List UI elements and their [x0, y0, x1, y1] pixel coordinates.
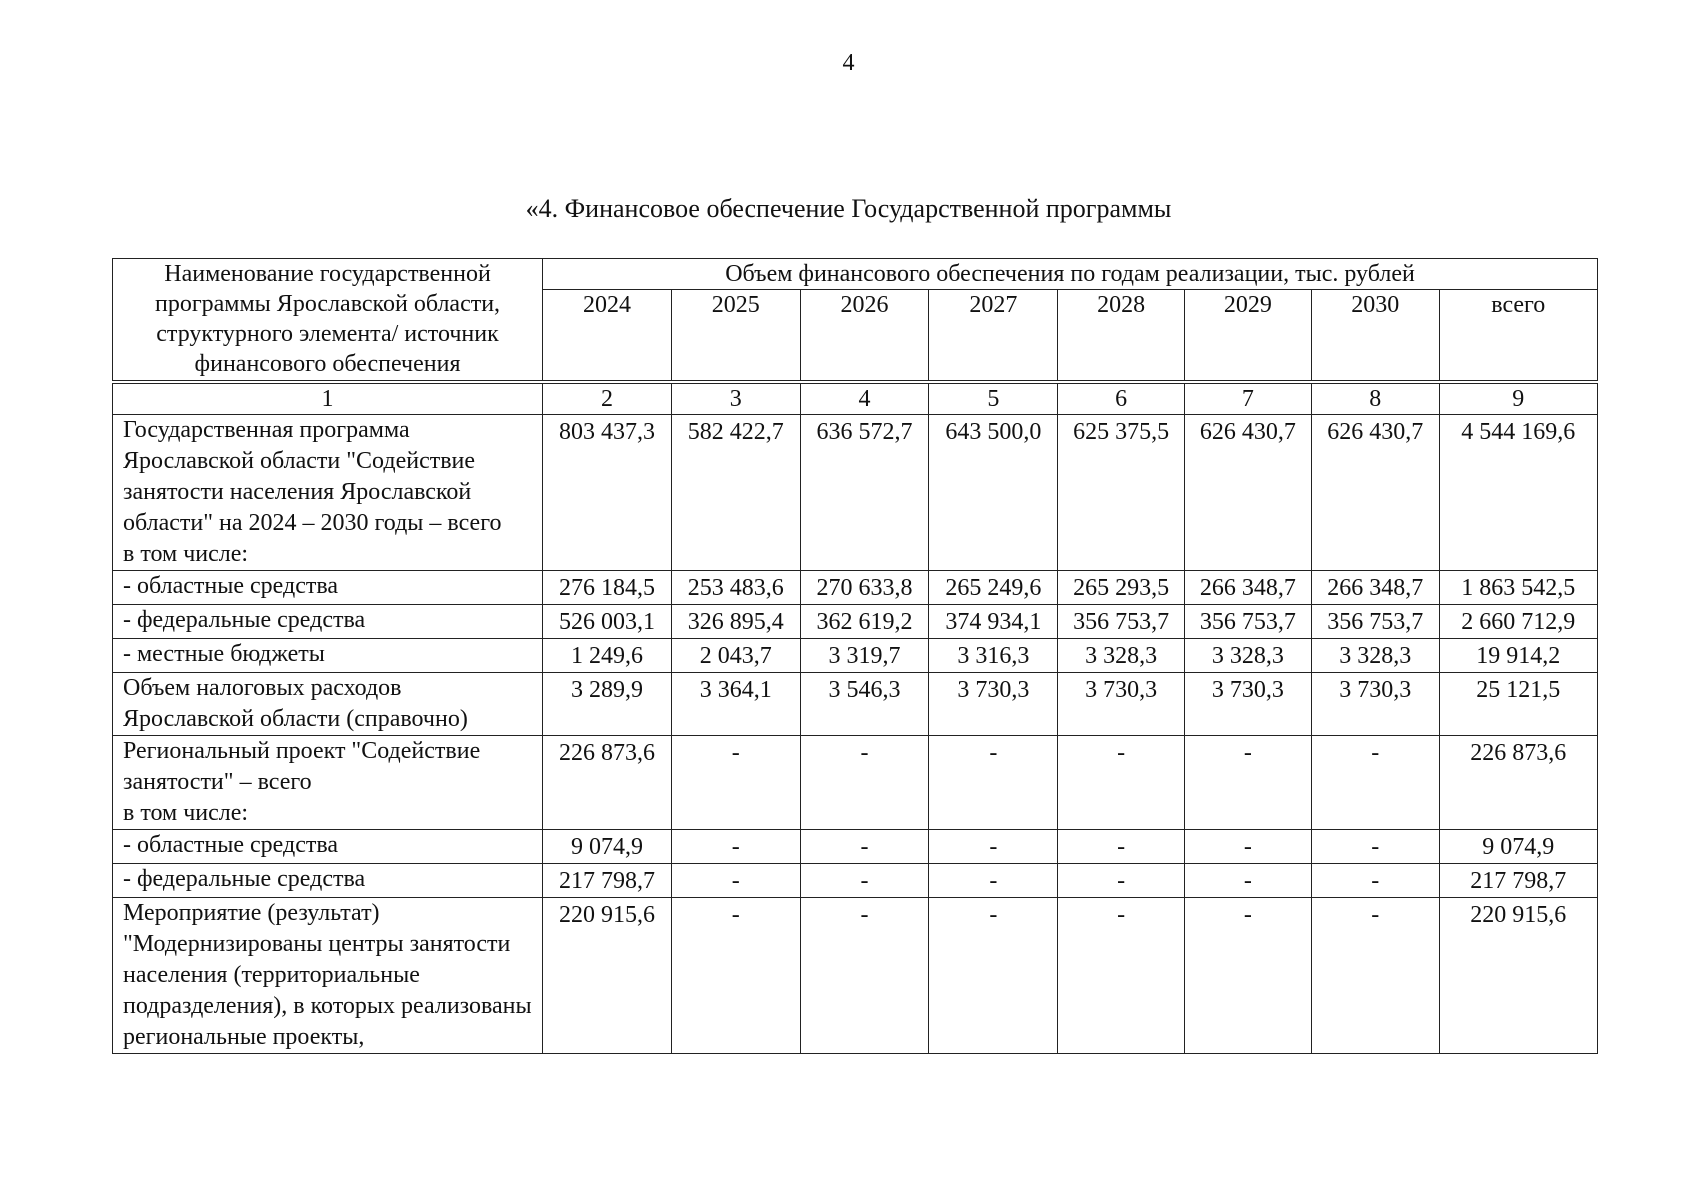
value-cell: 3 328,3 [1311, 639, 1439, 673]
value-cell: 9 074,9 [543, 830, 672, 864]
row-name-cell: Объем налоговых расходов Ярославской области (справочно) [113, 673, 543, 736]
value-cell: 1 249,6 [543, 639, 672, 673]
value-cell: 1 863 542,5 [1439, 571, 1597, 605]
value-cell: - [671, 736, 800, 830]
volume-column-header: Объем финансового обеспечения по годам реализации, тыс. рублей [543, 259, 1598, 290]
table-row [113, 864, 1598, 898]
value-cell: 626 430,7 [1185, 415, 1312, 571]
table-row [113, 605, 1598, 639]
value-cell: 2 660 712,9 [1439, 605, 1597, 639]
value-cell: - [800, 898, 929, 1054]
value-cell: - [800, 830, 929, 864]
name-column-header: Наименование государственной программы Ярославской области, структурного элемента/ источник финансового обеспечения [113, 259, 543, 383]
value-cell: 356 753,7 [1185, 605, 1312, 639]
value-cell: 266 348,7 [1185, 571, 1312, 605]
value-cell: - [929, 736, 1058, 830]
table-row [113, 571, 1598, 605]
value-cell: 25 121,5 [1439, 673, 1597, 736]
value-cell: - [929, 830, 1058, 864]
table-row [113, 639, 1598, 673]
value-cell: 356 753,7 [1311, 605, 1439, 639]
value-cell: 276 184,5 [543, 571, 672, 605]
row-name-cell: - федеральные средства [113, 864, 543, 898]
value-cell: 220 915,6 [1439, 898, 1597, 1054]
value-cell: - [671, 898, 800, 1054]
financing-table [112, 258, 1598, 1054]
year-header: 2024 [543, 290, 672, 383]
value-cell: 636 572,7 [800, 415, 929, 571]
value-cell: - [1058, 830, 1185, 864]
column-number: 8 [1311, 382, 1439, 415]
year-header: 2027 [929, 290, 1058, 383]
section-title: «4. Финансовое обеспечение Государственной программы [525, 194, 1172, 223]
table-body [113, 382, 1598, 1054]
value-cell: - [1058, 736, 1185, 830]
year-header: 2029 [1185, 290, 1312, 383]
value-cell: 362 619,2 [800, 605, 929, 639]
column-number: 3 [671, 382, 800, 415]
value-cell: 582 422,7 [671, 415, 800, 571]
value-cell: 226 873,6 [1439, 736, 1597, 830]
value-cell: - [1311, 830, 1439, 864]
value-cell: 625 375,5 [1058, 415, 1185, 571]
value-cell: 3 364,1 [671, 673, 800, 736]
value-cell: 2 043,7 [671, 639, 800, 673]
header-row [113, 259, 1598, 290]
financing-table-container [112, 258, 1598, 1054]
value-cell: - [1311, 898, 1439, 1054]
value-cell: - [1311, 864, 1439, 898]
page-number: 4 [842, 50, 855, 76]
year-header: 2028 [1058, 290, 1185, 383]
value-cell: 3 730,3 [929, 673, 1058, 736]
row-name-cell: - федеральные средства [113, 605, 543, 639]
value-cell: 217 798,7 [543, 864, 672, 898]
value-cell: 226 873,6 [543, 736, 672, 830]
value-cell: - [800, 736, 929, 830]
value-cell: 3 328,3 [1185, 639, 1312, 673]
value-cell: 19 914,2 [1439, 639, 1597, 673]
column-number: 2 [543, 382, 672, 415]
value-cell: - [671, 864, 800, 898]
value-cell: 266 348,7 [1311, 571, 1439, 605]
table-row [113, 898, 1598, 1054]
row-name-cell: Мероприятие (результат) "Модернизированы центры занятости населения (территориальные подразделения), в которых реализованы региональные проекты, [113, 898, 543, 1054]
column-number: 9 [1439, 382, 1597, 415]
value-cell: 9 074,9 [1439, 830, 1597, 864]
column-number: 1 [113, 382, 543, 415]
year-header: всего [1439, 290, 1597, 383]
value-cell: 526 003,1 [543, 605, 672, 639]
value-cell: 265 249,6 [929, 571, 1058, 605]
value-cell: 4 544 169,6 [1439, 415, 1597, 571]
value-cell: 3 316,3 [929, 639, 1058, 673]
year-header: 2026 [800, 290, 929, 383]
value-cell: 3 546,3 [800, 673, 929, 736]
value-cell: - [1185, 898, 1312, 1054]
value-cell: 3 730,3 [1311, 673, 1439, 736]
value-cell: - [1058, 898, 1185, 1054]
column-number: 5 [929, 382, 1058, 415]
value-cell: 253 483,6 [671, 571, 800, 605]
year-header: 2030 [1311, 290, 1439, 383]
value-cell: - [1058, 864, 1185, 898]
row-name-cell: Региональный проект "Содействие занятости" – всего в том числе: [113, 736, 543, 830]
row-name-cell: - областные средства [113, 830, 543, 864]
value-cell: 643 500,0 [929, 415, 1058, 571]
value-cell: 626 430,7 [1311, 415, 1439, 571]
value-cell: 3 328,3 [1058, 639, 1185, 673]
column-numbers-row [113, 382, 1598, 415]
value-cell: 265 293,5 [1058, 571, 1185, 605]
table-row [113, 415, 1598, 571]
year-header: 2025 [671, 290, 800, 383]
value-cell: 374 934,1 [929, 605, 1058, 639]
column-number: 6 [1058, 382, 1185, 415]
value-cell: 356 753,7 [1058, 605, 1185, 639]
column-number: 4 [800, 382, 929, 415]
value-cell: - [929, 864, 1058, 898]
value-cell: - [671, 830, 800, 864]
value-cell: - [1185, 830, 1312, 864]
value-cell: 3 730,3 [1058, 673, 1185, 736]
value-cell: 217 798,7 [1439, 864, 1597, 898]
value-cell: - [800, 864, 929, 898]
value-cell: - [1311, 736, 1439, 830]
value-cell: 3 289,9 [543, 673, 672, 736]
row-name-cell: - областные средства [113, 571, 543, 605]
column-number: 7 [1185, 382, 1312, 415]
value-cell: 270 633,8 [800, 571, 929, 605]
table-row [113, 673, 1598, 736]
value-cell: - [929, 898, 1058, 1054]
value-cell: - [1185, 864, 1312, 898]
value-cell: 326 895,4 [671, 605, 800, 639]
row-name-cell: - местные бюджеты [113, 639, 543, 673]
table-row [113, 736, 1598, 830]
value-cell: 803 437,3 [543, 415, 672, 571]
value-cell: 3 319,7 [800, 639, 929, 673]
value-cell: 220 915,6 [543, 898, 672, 1054]
value-cell: - [1185, 736, 1312, 830]
value-cell: 3 730,3 [1185, 673, 1312, 736]
row-name-cell: Государственная программа Ярославской области "Содействие занятости населения Ярославской области" на 2024 – 2030 годы – всего в том числе: [113, 415, 543, 571]
table-row [113, 830, 1598, 864]
